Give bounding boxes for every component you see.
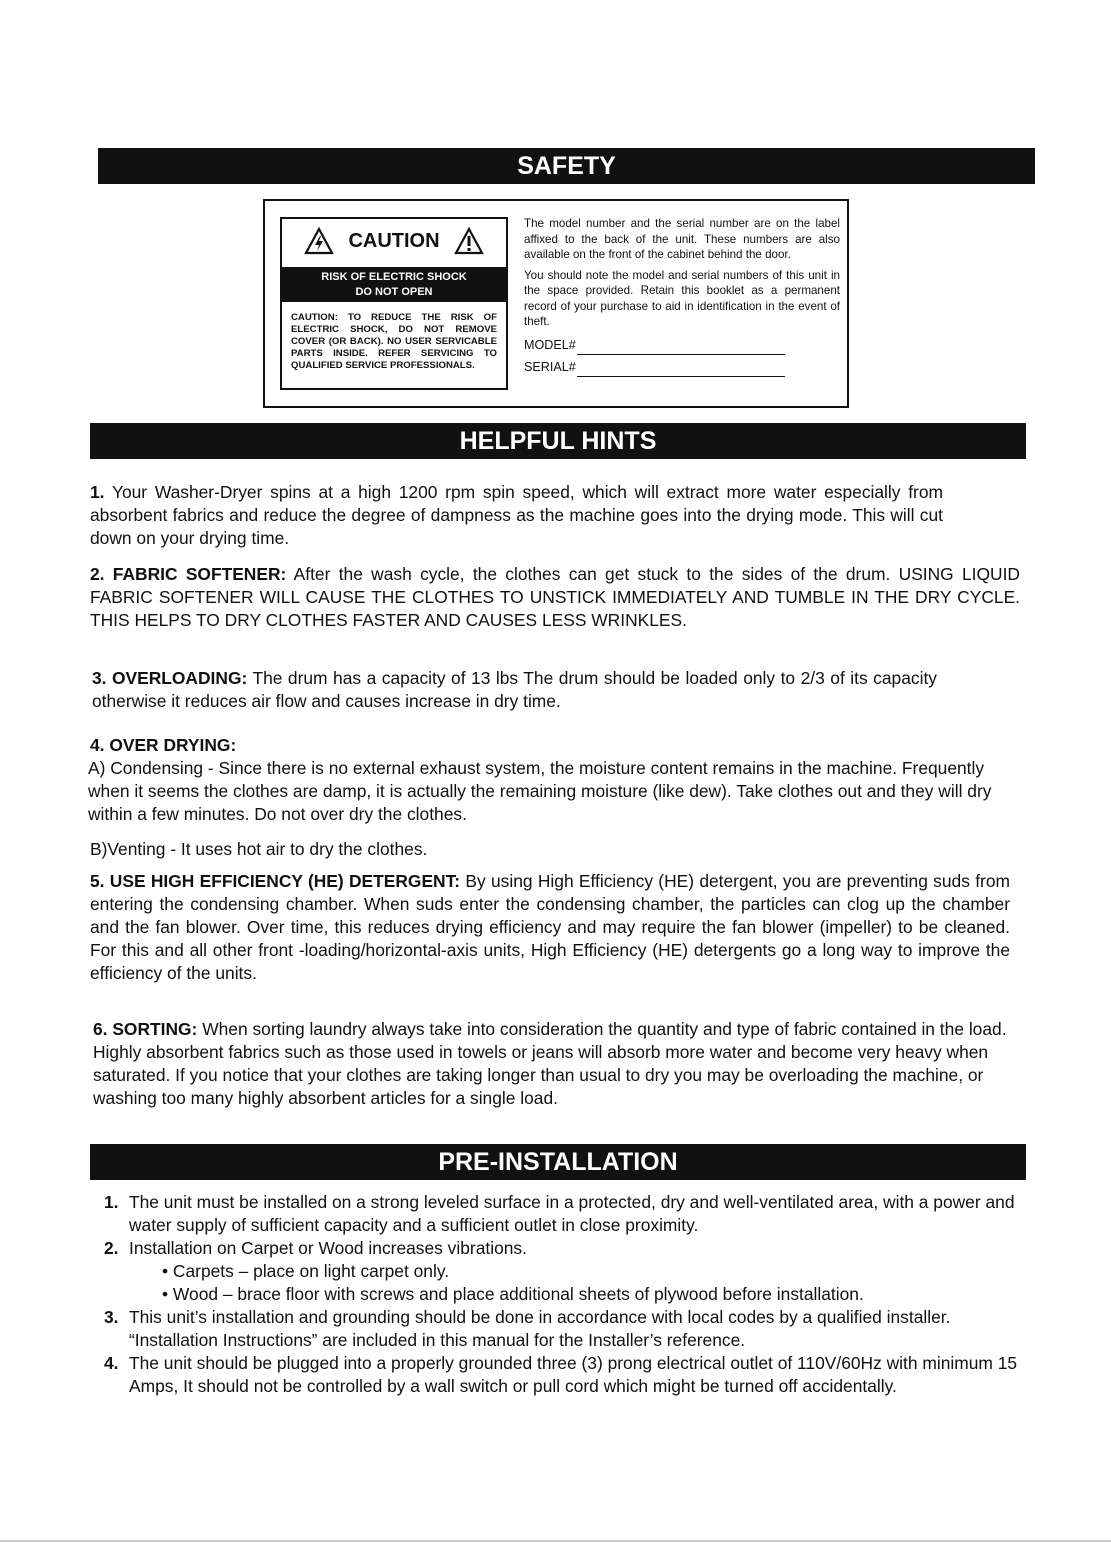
hint-6 xyxy=(93,1018,1048,1110)
safety-heading: SAFETY xyxy=(98,148,1035,184)
hint-1 xyxy=(90,481,943,550)
hint-6-text: When sorting laundry always take into consideration the quantity and type of fabric contained in the load. Highly absorbent fabrics such as those used in towels or jeans will absorb more water and become very heavy when saturated. If you notice that your clothes are taking longer than usual to dry you may be overloading the machine, or washing too many highly absorbent articles for a single load. xyxy=(93,1019,1007,1108)
hint-3 xyxy=(92,667,937,713)
pre-install-item-3 xyxy=(104,1306,1039,1352)
pre-install-item-2 xyxy=(104,1237,1039,1260)
risk-of-shock-banner xyxy=(282,267,506,302)
model-blank-line xyxy=(577,340,785,355)
hint-5-text: By using High Efficiency (HE) detergent, you are preventing suds from entering the condensing chamber. When suds enter the condensing chamber, the particles can clog up the chamber and the fan blower. Over time, this reduces drying efficiency and may require the fan blower (impeller) to be cleaned. For this and all other front -loading/horizontal-axis units, High Efficiency (HE) detergents go a long way to improve the efficiency of the units. xyxy=(90,871,1010,983)
hint-5-title: 5. USE HIGH EFFICIENCY (HE) DETERGENT: xyxy=(90,871,461,891)
hint-5 xyxy=(90,870,1010,985)
page-bottom-divider xyxy=(0,1540,1111,1542)
pre-install-sub-carpets: • Carpets – place on light carpet only. xyxy=(162,1261,450,1281)
caution-text: CAUTION: TO REDUCE THE RISK OF ELECTRIC SHOCK, DO NOT REMOVE COVER (OR BACK). NO USER SERVICABLE PARTS INSIDE. REFER SERVICING TO QUALIFIED SERVICE PROFESSIONALS. xyxy=(291,312,497,371)
pre-install-item-2-number: 2. xyxy=(104,1238,119,1258)
helpful-hints-heading: HELPFUL HINTS xyxy=(90,423,1026,459)
risk-line-2: DO NOT OPEN xyxy=(355,286,433,298)
pre-install-item-1-text: The unit must be installed on a strong leveled surface in a protected, dry and well-ventilated area, with a power and water supply of sufficient capacity and a sufficient outlet in close proximity. xyxy=(129,1192,1015,1235)
serial-number-field xyxy=(524,357,840,377)
hint-1-number: 1. xyxy=(90,482,105,502)
pre-installation-list xyxy=(104,1191,1039,1398)
hint-2-title: 2. FABRIC SOFTENER: xyxy=(90,564,287,584)
pre-install-item-1 xyxy=(104,1191,1039,1237)
pre-install-item-4 xyxy=(104,1352,1039,1398)
caution-header xyxy=(282,219,506,263)
electric-shock-warning-icon xyxy=(304,227,334,255)
hint-3-text: The drum has a capacity of 13 lbs The drum should be loaded only to 2/3 of its capacity otherwise it reduces air flow and causes increase in dry time. xyxy=(92,668,937,711)
model-paragraph-2: You should note the model and serial numbers of this unit in the space provided. Retain this booklet as a permanent record of your purchase to aid in identification in the event of theft. xyxy=(524,268,840,328)
pre-install-item-3-text: This unit’s installation and grounding should be done in accordance with local codes by a qualified installer. “Installation Instructions” are included in this manual for the Installer’s reference. xyxy=(129,1307,951,1350)
hint-1-text: Your Washer-Dryer spins at a high 1200 rpm spin speed, which will extract more water especially from absorbent fabrics and reduce the degree of dampness as the machine goes into the drying mode. This will cut down on your drying time. xyxy=(90,482,943,548)
model-serial-info xyxy=(524,216,840,377)
model-number-field xyxy=(524,335,840,355)
serial-blank-line xyxy=(577,362,785,377)
hint-4-title: 4. OVER DRYING: xyxy=(90,735,237,755)
caution-word: CAUTION xyxy=(348,229,440,252)
model-paragraph-1: The model number and the serial number are on the label affixed to the back of the unit. These numbers are also available on the front of the cabinet behind the door. xyxy=(524,217,840,261)
exclamation-warning-icon xyxy=(454,227,484,255)
pre-install-item-2-text: Installation on Carpet or Wood increases vibrations. xyxy=(129,1238,527,1258)
serial-label: SERIAL# xyxy=(524,359,576,374)
pre-install-item-3-number: 3. xyxy=(104,1307,119,1327)
caution-label xyxy=(280,217,508,390)
model-label: MODEL# xyxy=(524,337,576,352)
hint-4a-condensing: A) Condensing - Since there is no external exhaust system, the moisture content remains in the machine. Frequently when it seems the clothes are damp, it is actually the remaining moisture (like dew). Take clothes out and they will dry within a few minutes. Do not over dry the clothes. xyxy=(88,758,992,824)
risk-line-1: RISK OF ELECTRIC SHOCK xyxy=(321,271,467,283)
pre-install-item-4-text: The unit should be plugged into a properly grounded three (3) prong electrical outlet of 110V/60Hz with minimum 15 Amps, It should not be controlled by a wall switch or pull cord which might be turned off accidentally. xyxy=(129,1353,1018,1396)
hint-2-text: After the wash cycle, the clothes can get stuck to the sides of the drum. USING LIQUID FABRIC SOFTENER WILL CAUSE THE CLOTHES TO UNSTICK IMMEDIATELY AND TUMBLE IN THE DRY CYCLE. THIS HELPS TO DRY CLOTHES FASTER AND CAUSES LESS WRINKLES. xyxy=(90,564,1020,630)
hint-6-title: 6. SORTING: xyxy=(93,1019,198,1039)
hint-3-title: 3. OVERLOADING: xyxy=(92,668,248,688)
hint-2 xyxy=(90,563,1020,632)
safety-box xyxy=(263,199,849,408)
pre-install-item-4-number: 4. xyxy=(104,1353,119,1373)
pre-install-sub-wood: • Wood – brace floor with screws and place additional sheets of plywood before installation. xyxy=(162,1284,864,1304)
pre-install-item-1-number: 1. xyxy=(104,1192,119,1212)
pre-installation-heading: PRE-INSTALLATION xyxy=(90,1144,1026,1180)
hint-4b-venting: B)Venting - It uses hot air to dry the clothes. xyxy=(90,839,428,859)
